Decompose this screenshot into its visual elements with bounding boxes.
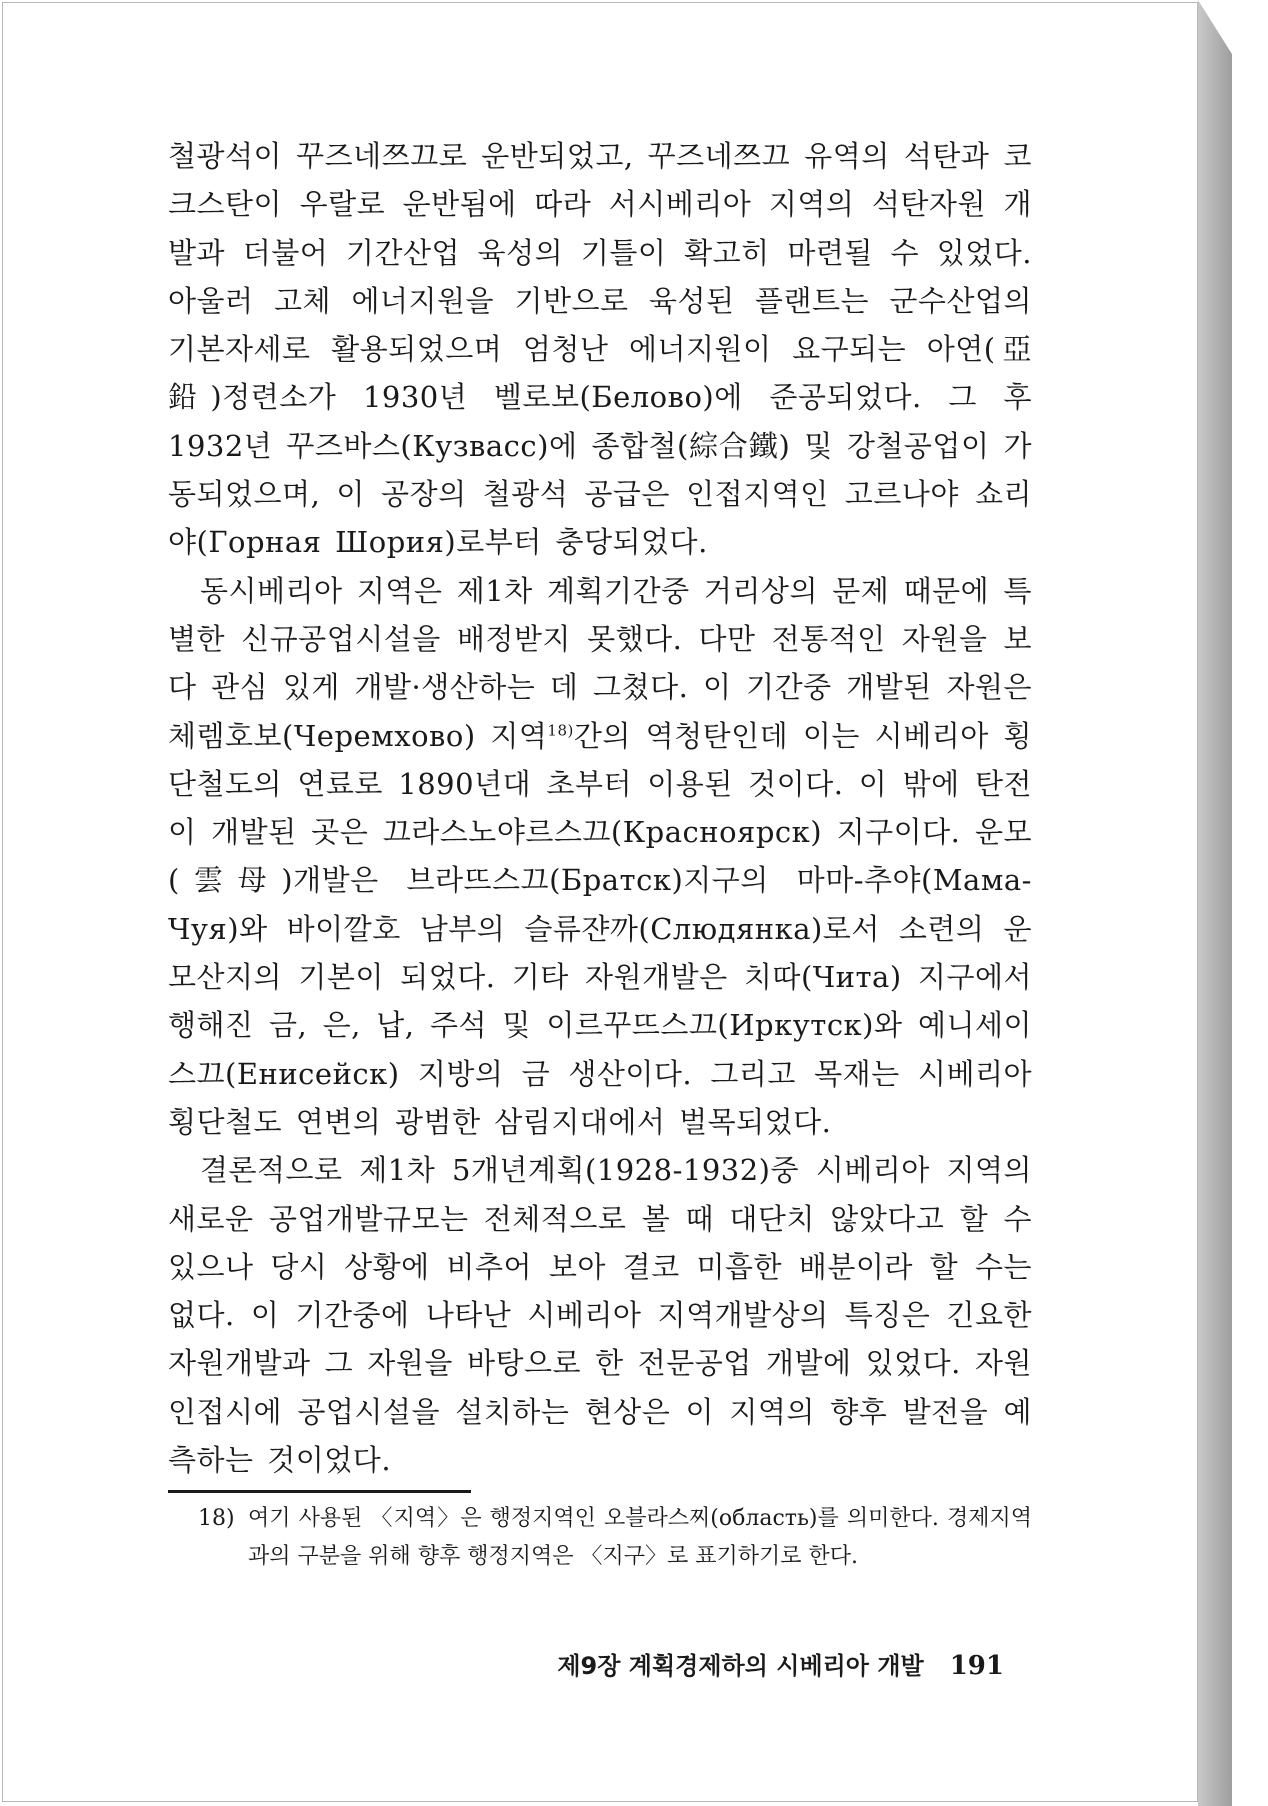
footnote-divider: [168, 1490, 471, 1493]
footnote: [168, 1500, 1032, 1576]
paragraph-3: 결론적으로 제1차 5개년계획(1928-1932)중 시베리아 지역의 새로운 공업개발규모는 전체적으로 볼 때 대단치 않았다고 할 수 있으나 당시 상황에 비추어 보아 결코 미흡한 배분이라 할 수는 없다. 이 기간중에 나타난 시베리아 지역개발상의 특징은 긴요한 자원개발과 그 자원을 바탕으로 한 전문공업 개발에 있었다. 자원인접시에 공업시설을 설치하는 현상은 이 지역의 향후 발전을 예측하는 것이었다.: [168, 1153, 1032, 1478]
footnote-text: 여기 사용된 〈지역〉은 행정지역인 오블라스찌(область)를 의미한다. 경제지역과의 구분을 위해 향후 행정지역은 〈지구〉로 표기하기로 한다.: [248, 1506, 1032, 1569]
page-edge-shadow: [1198, 0, 1232, 1806]
chapter-title: 제9장 계획경제하의 시베리아 개발: [557, 1652, 924, 1680]
paragraph-2-part-1: 동시베리아 지역은 제1차 계획기간중 거리상의 문제 때문에 특별한 신규공업시설을 배정받지 못했다. 다만 전통적인 자원을 보다 관심 있게 개발·생산하는 데 그쳤다. 이 기간중 개발된 자원은 체렘호보(Черемхово) 지역: [168, 573, 1032, 753]
footnote-reference: 18): [547, 720, 574, 739]
footnote-number: 18): [198, 1506, 235, 1531]
running-footer: [540, 1646, 1004, 1681]
paragraph-2: [168, 567, 1032, 1147]
page-number: 191: [949, 1651, 1004, 1681]
paragraph-2-part-2: 간의 역청탄인데 이는 시베리아 횡단철도의 연료로 1890년대 초부터 이용된 것이다. 이 밖에 탄전이 개발된 곳은 끄라스노야르스끄(Красноярск) 지구이다. 운모(雲母)개발은 브라뜨스끄(Братск)지구의 마마-추야(Мама-Чуя)와 바이깔호 남부의 슬류쟌까(Слюдянка)로서 소련의 운모산지의 기본이 되었다. 기타 자원개발은 치따(Чита) 지구에서 행해진 금, 은, 납, 주석 및 이르꾸뜨스끄(Иркутск)와 예니세이스끄(Енисейск) 지방의 금 생산이다. 그리고 목재는 시베리아 횡단철도 연변의 광범한 삼림지대에서 벌목되었다.: [168, 718, 1032, 1139]
paragraph-1: 철광석이 꾸즈네쯔끄로 운반되었고, 꾸즈네쯔끄 유역의 석탄과 코크스탄이 우랄로 운반됨에 따라 서시베리아 지역의 석탄자원 개발과 더불어 기간산업 육성의 기틀이 확고히 마련될 수 있었다. 아울러 고체 에너지원을 기반으로 육성된 플랜트는 군수산업의 기본자세로 활용되었으며 엄청난 에너지원이 요구되는 아연(亞鉛)정련소가 1930년 벨로보(Белово)에 준공되었다. 그 후 1932년 꾸즈바스(Кузвасс)에 종합철(綜合鐵) 및 강철공업이 가동되었으며, 이 공장의 철광석 공급은 인접지역인 고르나야 쇼리야(Горная Шория)로부터 충당되었다.: [168, 139, 1032, 560]
main-text: [168, 132, 1032, 1484]
